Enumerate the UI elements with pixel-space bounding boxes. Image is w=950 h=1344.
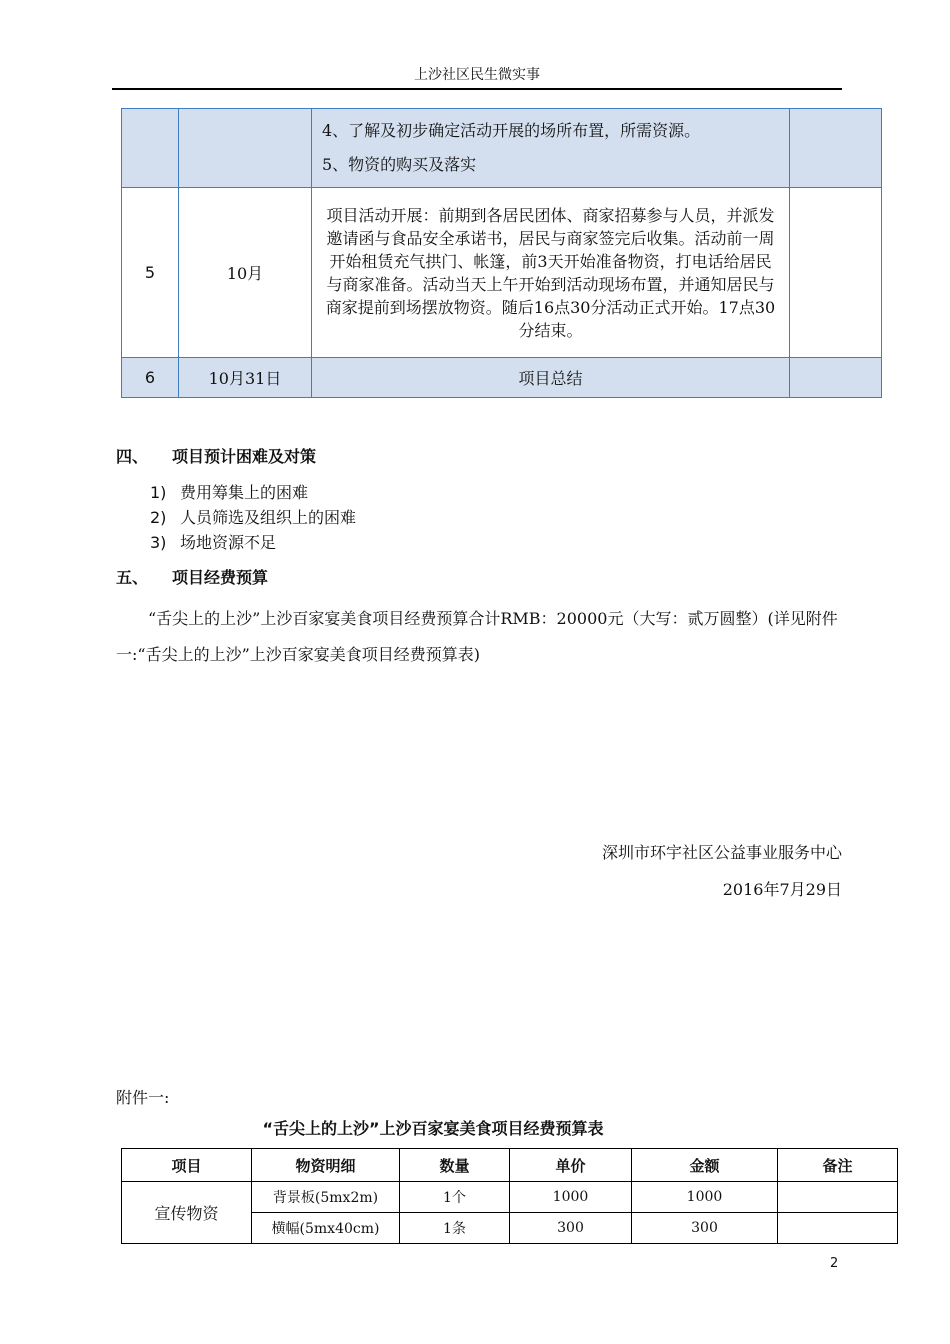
note-cell (778, 1182, 898, 1213)
qty-cell: 1个 (400, 1182, 510, 1213)
list-item-text: 人员筛选及组织上的困难 (180, 508, 357, 527)
cell-no: 5 (122, 188, 179, 358)
list-item (150, 530, 276, 553)
cell-no (122, 109, 179, 188)
schedule-row-5 (122, 188, 882, 358)
price-cell: 300 (510, 1213, 632, 1244)
group-cell: 宣传物资 (122, 1182, 252, 1244)
section-4-heading (116, 444, 316, 467)
signature-date: 2016年7月29日 (722, 880, 842, 899)
schedule-table (121, 108, 882, 398)
task-line: 4、了解及初步确定活动开展的场所布置，所需资源。 (322, 121, 701, 140)
list-item (150, 505, 356, 528)
cell-content (312, 109, 790, 188)
note-cell (778, 1213, 898, 1244)
budget-header-row (122, 1149, 898, 1182)
budget-paragraph: “舌尖上的上沙”上沙百家宴美食项目经费预算合计RMB：20000元（大写：贰万圆整）(详见附件一:“舌尖上的上沙”上沙百家宴美食项目经费预算表) (116, 609, 838, 664)
section-number: 四、 (116, 447, 149, 466)
amount-cell: 1000 (632, 1182, 778, 1213)
budget-table-title: “舌尖上的上沙”上沙百家宴美食项目经费预算表 (262, 1119, 604, 1138)
list-item-text: 费用筹集上的困难 (180, 483, 309, 502)
price-cell: 1000 (510, 1182, 632, 1213)
header-cell: 数量 (400, 1149, 510, 1182)
budget-table (121, 1148, 898, 1244)
signature-org: 深圳市环宇社区公益事业服务中心 (601, 843, 842, 862)
attachment-label: 附件一: (116, 1088, 170, 1107)
table-row (122, 1182, 898, 1213)
list-item-number: 2) (150, 508, 167, 527)
cell-no: 6 (122, 358, 179, 398)
qty-cell: 1条 (400, 1213, 510, 1244)
header-cell: 物资明细 (252, 1149, 400, 1182)
cell-note (790, 188, 882, 358)
page-number: 2 (830, 1256, 839, 1271)
header-cell: 单价 (510, 1149, 632, 1182)
section-5-heading (116, 565, 268, 588)
schedule-row-6 (122, 358, 882, 398)
cell-time: 10月31日 (179, 358, 312, 398)
header-cell: 项目 (122, 1149, 252, 1182)
task-line: 5、物资的购买及落实 (322, 155, 477, 174)
header-cell: 金额 (632, 1149, 778, 1182)
section-number: 五、 (116, 568, 149, 587)
item-cell: 横幅(5mx40cm) (252, 1213, 400, 1244)
item-cell: 背景板(5mx2m) (252, 1182, 400, 1213)
amount-cell: 300 (632, 1213, 778, 1244)
section-title: 项目预计困难及对策 (172, 447, 317, 466)
list-item-text: 场地资源不足 (180, 533, 277, 552)
list-item-number: 1) (150, 483, 167, 502)
section-title: 项目经费预算 (172, 568, 269, 587)
cell-note (790, 109, 882, 188)
schedule-row-continued (122, 109, 882, 188)
cell-note (790, 358, 882, 398)
list-item-number: 3) (150, 533, 167, 552)
list-item (150, 480, 308, 503)
cell-content: 项目总结 (312, 358, 790, 398)
cell-time (179, 109, 312, 188)
page-header: 上沙社区民生微实事 (112, 64, 842, 90)
cell-time: 10月 (179, 188, 312, 358)
header-cell: 备注 (778, 1149, 898, 1182)
cell-content: 项目活动开展：前期到各居民团体、商家招募参与人员，并派发邀请函与食品安全承诺书，居民与商家签完后收集。活动前一周开始租赁充气拱门、帐篷，前3天开始准备物资，打电话给居民与商家准备。活动当天上午开始到活动现场布置，并通知居民与商家提前到场摆放物资。随后16点30分活动正式开始。17点30分结束。 (312, 188, 790, 358)
